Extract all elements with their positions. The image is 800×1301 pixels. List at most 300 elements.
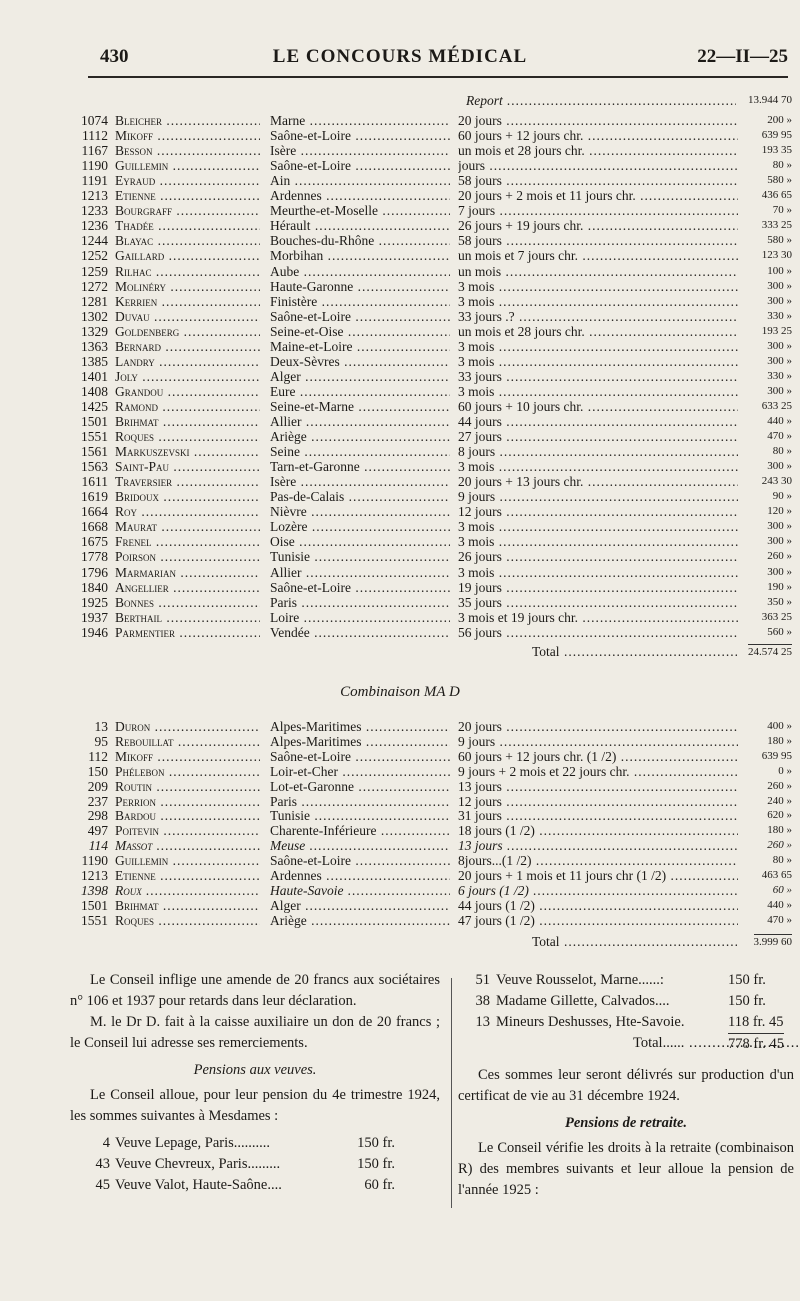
amount: 470 » <box>767 430 792 443</box>
department: Seine-et-Oise ..... <box>270 324 450 339</box>
table-row <box>0 913 800 928</box>
member-name: Berthail ..... <box>115 610 260 625</box>
report-line <box>466 93 792 108</box>
table-row <box>0 188 800 203</box>
member-name: Gaillard ..... <box>115 248 260 263</box>
duration: 33 jours ..... <box>458 369 738 384</box>
duration: 35 jours ..... <box>458 595 738 610</box>
table-row <box>0 264 800 279</box>
department: Isère ..... <box>270 143 450 158</box>
duration: 3 mois ..... <box>458 519 738 534</box>
member-number: 209 <box>87 778 108 794</box>
heading-retirement-pensions: Pensions de retraite. <box>564 1115 688 1131</box>
department: Aube ..... <box>270 264 450 279</box>
duration: 3 mois ..... <box>458 565 738 580</box>
member-number: 1561 <box>81 444 108 460</box>
member-number: 1112 <box>82 128 108 144</box>
duration: 58 jours ..... <box>458 233 738 248</box>
right-column <box>458 970 794 1201</box>
duration: 60 jours + 12 jours chr. (1 /2) ..... <box>458 749 738 764</box>
duration: 3 mois ..... <box>458 354 738 369</box>
duration: 44 jours ..... <box>458 414 738 429</box>
table-row <box>0 158 800 173</box>
duration: 27 jours ..... <box>458 429 738 444</box>
department: Saône-et-Loire ..... <box>270 309 450 324</box>
amount: 240 » <box>767 794 792 807</box>
table-row <box>0 218 800 233</box>
department: Bouches-du-Rhône ..... <box>270 233 450 248</box>
member-number: 1190 <box>81 158 108 174</box>
pension-name: Veuve Valot, Haute-Saône.... <box>115 1177 282 1193</box>
member-number: 1213 <box>81 868 108 883</box>
member-number: 114 <box>88 838 108 854</box>
table-row <box>0 719 800 734</box>
amount: 90 » <box>772 490 792 503</box>
duration: 3 mois ..... <box>458 534 738 549</box>
amount: 200 » <box>767 114 792 126</box>
amount: 580 » <box>767 174 792 187</box>
duration: 20 jours + 13 jours chr. ..... <box>458 474 738 489</box>
department: Tarn-et-Garonne ..... <box>270 459 450 474</box>
pension-amount: 150 fr. <box>728 972 766 988</box>
duration: 60 jours + 10 jours chr. ..... <box>458 399 738 414</box>
amount: 639 95 <box>761 749 792 762</box>
table-row <box>0 203 800 218</box>
pension-item <box>70 1175 440 1196</box>
table-row <box>0 294 800 309</box>
table-row <box>0 534 800 549</box>
amount: 639 95 <box>761 129 792 142</box>
member-name: Thadée ..... <box>115 218 260 233</box>
amount: 300 » <box>767 294 792 307</box>
duration: 8 jours ..... <box>458 444 738 459</box>
department: Hérault ..... <box>270 218 450 233</box>
amount: 436 65 <box>761 189 792 202</box>
department: Ain ..... <box>270 173 450 188</box>
table-row <box>0 549 800 564</box>
table-row <box>0 399 800 414</box>
table-row <box>0 444 800 459</box>
header-rule <box>88 76 788 78</box>
member-name: Routin ..... <box>115 779 260 794</box>
widow-pension-list-continued <box>458 970 794 1033</box>
paragraph-donation: M. le Dr D. fait à la caisse auxiliaire un don de 20 francs ; le Conseil lui adresse ses remerciements. <box>70 1014 440 1051</box>
table-row <box>0 324 800 339</box>
member-name: Landry ..... <box>115 354 260 369</box>
member-number: 13 <box>94 719 108 734</box>
member-name: Massot ..... <box>115 838 260 853</box>
heading-widow-pensions: Pensions aux veuves. <box>193 1062 317 1078</box>
department: Marne ..... <box>270 113 450 128</box>
member-number: 1840 <box>81 579 108 595</box>
member-name: Brihmat ..... <box>115 414 260 429</box>
member-number: 1408 <box>81 383 108 399</box>
department: Saône-et-Loire ..... <box>270 853 450 868</box>
amount: 80 » <box>772 445 792 458</box>
duration: 8jours...(1 /2) ..... <box>458 853 738 868</box>
member-name: Perrion ..... <box>115 794 260 809</box>
amount: 80 » <box>772 159 792 172</box>
amount: 300 » <box>767 535 792 548</box>
section-title-combinaison: Combinaison MA D <box>340 684 460 700</box>
member-name: Grandou ..... <box>115 384 260 399</box>
duration: 20 jours + 1 mois et 11 jours chr (1 /2) ..... <box>458 868 738 883</box>
member-name: Angellier ..... <box>115 580 260 595</box>
table-row <box>0 369 800 384</box>
amount: 580 » <box>767 234 792 247</box>
member-name: Etienne ..... <box>115 868 260 883</box>
member-name: Poirson ..... <box>115 549 260 564</box>
pension-item <box>458 991 794 1012</box>
duration: 9 jours + 2 mois et 22 jours chr. ..... <box>458 764 738 779</box>
member-number: 1551 <box>81 912 108 928</box>
pension-amount: 150 fr. <box>357 1135 395 1151</box>
duration: 3 mois ..... <box>458 294 738 309</box>
department: Lot-et-Garonne ..... <box>270 779 450 794</box>
member-number: 1778 <box>81 549 108 565</box>
duration: 20 jours ..... <box>458 113 738 128</box>
pension-item <box>458 970 794 991</box>
paragraph-certificate: Ces sommes leur seront délivrés sur production d'un certificat de vie au 31 décembre 1924. <box>458 1067 794 1104</box>
member-number: 1619 <box>81 489 108 505</box>
member-name: Mikoff ..... <box>115 749 260 764</box>
member-number: 1213 <box>81 188 108 204</box>
member-number: 1664 <box>81 504 108 520</box>
department: Allier ..... <box>270 565 450 580</box>
department: Charente-Inférieure ..... <box>270 823 450 838</box>
total-label: Total ..... <box>532 934 737 949</box>
duration: 13 jours ..... <box>458 779 738 794</box>
pension-name: Mineurs Deshusses, Hte-Savoie. <box>496 1014 685 1030</box>
member-number: 1611 <box>81 474 108 490</box>
member-name: Roux ..... <box>115 883 260 898</box>
table-row <box>0 868 800 883</box>
member-number: 1244 <box>81 233 108 249</box>
issue-date: 22—II—25 <box>697 46 788 67</box>
table-row <box>0 173 800 188</box>
member-name: Guillemin ..... <box>115 853 260 868</box>
member-name: Bernard ..... <box>115 339 260 354</box>
amount: 333 25 <box>761 219 792 232</box>
amount: 0 » <box>778 764 792 777</box>
member-name: Ramond ..... <box>115 399 260 414</box>
duration: 9 jours ..... <box>458 489 738 504</box>
department: Vendée ..... <box>270 625 450 640</box>
department: Oise ..... <box>270 534 450 549</box>
member-name: Besson ..... <box>115 143 260 158</box>
table-row <box>0 838 800 853</box>
duration: 47 jours (1 /2) ..... <box>458 913 738 928</box>
amount: 300 » <box>767 354 792 367</box>
pension-name: Veuve Lepage, Paris.......... <box>115 1135 271 1151</box>
table-row <box>0 808 800 823</box>
member-name: Roques ..... <box>115 429 260 444</box>
member-number: 1259 <box>81 263 108 279</box>
table-row <box>0 610 800 625</box>
amount: 260 » <box>767 779 792 792</box>
amount: 330 » <box>767 309 792 322</box>
member-number: 1946 <box>81 624 108 640</box>
member-name: Parmentier ..... <box>115 625 260 640</box>
page-number: 430 <box>100 46 129 67</box>
amount: 470 » <box>767 913 792 926</box>
member-name: Markuszevski ..... <box>115 444 260 459</box>
member-name: Marmarian ..... <box>115 565 260 580</box>
amount: 190 » <box>767 580 792 593</box>
table-row <box>0 625 800 640</box>
member-number: 1252 <box>81 248 108 264</box>
department: Finistère ..... <box>270 294 450 309</box>
member-name: Rebouillat ..... <box>115 734 260 749</box>
amount: 243 30 <box>761 475 792 488</box>
member-number: 95 <box>94 733 108 749</box>
member-number: 1501 <box>81 897 108 913</box>
member-number: 298 <box>87 808 108 824</box>
member-number: 112 <box>88 748 108 764</box>
member-name: Bonnes ..... <box>115 595 260 610</box>
pension-name: Veuve Chevreux, Paris......... <box>115 1156 281 1172</box>
amount: 260 » <box>767 550 792 563</box>
duration: 3 mois ..... <box>458 459 738 474</box>
member-number: 1385 <box>81 353 108 369</box>
amount: 363 25 <box>761 610 792 623</box>
table-row <box>0 823 800 838</box>
table-row <box>0 113 800 128</box>
duration: 13 jours ..... <box>458 838 738 853</box>
duration: 31 jours ..... <box>458 808 738 823</box>
department: Alger ..... <box>270 369 450 384</box>
paragraph-allocation: Le Conseil alloue, pour leur pension du 4e trimestre 1924, les sommes suivantes à Mesdames : <box>70 1087 440 1124</box>
member-number: 1281 <box>81 293 108 309</box>
member-number: 1796 <box>81 564 108 580</box>
member-name: Kerrien ..... <box>115 294 260 309</box>
department: Isère ..... <box>270 474 450 489</box>
duration: 33 jours .? ..... <box>458 309 738 324</box>
member-number: 1272 <box>81 278 108 294</box>
amount: 70 » <box>772 204 792 217</box>
table-row <box>0 384 800 399</box>
department: Saône-et-Loire ..... <box>270 749 450 764</box>
member-number: 1236 <box>81 218 108 234</box>
member-name: Rilhac ..... <box>115 264 260 279</box>
department: Haute-Garonne ..... <box>270 279 450 294</box>
department: Lozère ..... <box>270 519 450 534</box>
department: Morbihan ..... <box>270 248 450 263</box>
department: Paris ..... <box>270 794 450 809</box>
department: Ariège ..... <box>270 913 450 928</box>
member-number: 1191 <box>81 173 108 189</box>
member-number: 1551 <box>81 429 108 445</box>
duration: 44 jours (1 /2) ..... <box>458 898 738 913</box>
member-name: Etienne ..... <box>115 188 260 203</box>
table-row <box>0 233 800 248</box>
amount: 560 » <box>767 625 792 638</box>
duration: 12 jours ..... <box>458 794 738 809</box>
amount: 633 25 <box>761 399 792 412</box>
duration: 58 jours ..... <box>458 173 738 188</box>
department: Alpes-Maritimes ..... <box>270 734 450 749</box>
duration: 6 jours (1 /2) ..... <box>458 883 738 898</box>
table-row <box>0 504 800 519</box>
department: Maine-et-Loire ..... <box>270 339 450 354</box>
duration: 60 jours + 12 jours chr. ..... <box>458 128 738 143</box>
amount: 620 » <box>767 809 792 822</box>
department: Seine ..... <box>270 444 450 459</box>
department: Alpes-Maritimes ..... <box>270 719 450 734</box>
duration: 56 jours ..... <box>458 625 738 640</box>
duration: un mois et 7 jours chr. ..... <box>458 248 738 263</box>
total-row-2 <box>532 934 792 949</box>
member-name: Saint-Pau ..... <box>115 459 260 474</box>
member-name: Poitevin ..... <box>115 823 260 838</box>
member-number: 1401 <box>81 368 108 384</box>
department: Tunisie ..... <box>270 549 450 564</box>
amount: 60 » <box>772 883 792 896</box>
total-label: Total ..... <box>532 644 737 659</box>
department: Pas-de-Calais ..... <box>270 489 450 504</box>
widow-pension-list <box>70 1133 440 1196</box>
member-number: 1925 <box>81 594 108 610</box>
table-row <box>0 898 800 913</box>
total-value: 3.999 60 <box>753 936 792 948</box>
table-row <box>0 354 800 369</box>
amount: 193 25 <box>761 324 792 337</box>
department: Loir-et-Cher ..... <box>270 764 450 779</box>
member-name: Bourgraff ..... <box>115 203 260 218</box>
pension-total <box>458 1033 794 1057</box>
member-name: Maurat ..... <box>115 519 260 534</box>
journal-title: LE CONCOURS MÉDICAL <box>272 46 528 67</box>
amount: 300 » <box>767 520 792 533</box>
member-name: Duron ..... <box>115 719 260 734</box>
table-row <box>0 429 800 444</box>
member-number: 1668 <box>81 519 108 535</box>
table-row <box>0 565 800 580</box>
department: Eure ..... <box>270 384 450 399</box>
department: Meurthe-et-Moselle ..... <box>270 203 450 218</box>
duration: 19 jours ..... <box>458 580 738 595</box>
report-label: Report ..... <box>466 93 736 108</box>
amount: 300 » <box>767 384 792 397</box>
department: Paris ..... <box>270 595 450 610</box>
amount: 120 » <box>767 505 792 518</box>
duration: 18 jours (1 /2) ..... <box>458 823 738 838</box>
table-row <box>0 489 800 504</box>
amount: 300 » <box>767 460 792 473</box>
member-name: Joly ..... <box>115 369 260 384</box>
duration: 26 jours + 19 jours chr. ..... <box>458 218 738 233</box>
pension-number: 43 <box>95 1156 110 1172</box>
member-name: Mikoff ..... <box>115 128 260 143</box>
member-number: 1398 <box>81 882 108 898</box>
duration: 20 jours + 2 mois et 11 jours chr. ..... <box>458 188 738 203</box>
member-name: Goldenberg ..... <box>115 324 260 339</box>
department: Saône-et-Loire ..... <box>270 580 450 595</box>
member-name: Bridoux ..... <box>115 489 260 504</box>
paragraph-retirement: Le Conseil vérifie les droits à la retraite (combinaison R) des membres suivants et leur alloue la pension de l'année 1925 : <box>458 1140 794 1198</box>
member-name: Bleicher ..... <box>115 113 260 128</box>
member-number: 497 <box>87 823 108 839</box>
member-number: 1563 <box>81 459 108 475</box>
table-row <box>0 248 800 263</box>
member-name: Guillemin ..... <box>115 158 260 173</box>
paragraph-fine: Le Conseil inflige une amende de 20 francs aux sociétaires n° 106 et 1937 pour retards dans leur déclaration. <box>70 972 440 1009</box>
pension-item <box>458 1012 794 1033</box>
department: Alger ..... <box>270 898 450 913</box>
left-column <box>70 970 440 1196</box>
table-row <box>0 519 800 534</box>
pension-amount: 118 fr. 45 <box>728 1014 784 1030</box>
amount: 463 65 <box>761 869 792 881</box>
amount: 330 » <box>767 369 792 382</box>
amount: 100 » <box>767 264 792 277</box>
pension-number: 4 <box>102 1135 110 1151</box>
duration: 9 jours ..... <box>458 734 738 749</box>
pension-total-value: 778 fr. 45 <box>728 1033 784 1055</box>
column-divider <box>451 978 452 1208</box>
duration: 7 jours ..... <box>458 203 738 218</box>
table-row <box>0 309 800 324</box>
department: Nièvre ..... <box>270 504 450 519</box>
member-name: Roy ..... <box>115 504 260 519</box>
table-row <box>0 580 800 595</box>
table-row <box>0 414 800 429</box>
total-row-1 <box>532 644 792 659</box>
amount: 80 » <box>772 854 792 867</box>
duration: 20 jours ..... <box>458 719 738 734</box>
member-name: Eyraud ..... <box>115 173 260 188</box>
amount: 440 » <box>767 415 792 427</box>
pension-item <box>70 1154 440 1175</box>
table-row <box>0 794 800 809</box>
table-row <box>0 339 800 354</box>
amount: 180 » <box>767 824 792 837</box>
report-value: 13.944 70 <box>748 94 792 106</box>
pension-amount: 150 fr. <box>357 1156 395 1172</box>
member-name: Phélebon ..... <box>115 764 260 779</box>
member-name: Brihmat ..... <box>115 898 260 913</box>
table-row <box>0 764 800 779</box>
member-number: 1233 <box>81 203 108 219</box>
pension-amount: 60 fr. <box>364 1177 395 1193</box>
department: Ardennes ..... <box>270 868 450 883</box>
duration: 3 mois ..... <box>458 279 738 294</box>
department: Ardennes ..... <box>270 188 450 203</box>
member-number: 1501 <box>81 414 108 429</box>
total-value: 24.574 25 <box>748 646 792 658</box>
department: Saône-et-Loire ..... <box>270 158 450 173</box>
department: Meuse ..... <box>270 838 450 853</box>
amount: 350 » <box>767 595 792 608</box>
amount: 193 35 <box>761 144 792 157</box>
department: Ariège ..... <box>270 429 450 444</box>
page-header <box>0 44 800 74</box>
pension-amount: 150 fr. <box>728 993 766 1009</box>
member-number: 150 <box>87 763 108 779</box>
duration: un mois et 28 jours chr. ..... <box>458 324 738 339</box>
table-row <box>0 128 800 143</box>
duration: un mois et 28 jours chr. ..... <box>458 143 738 158</box>
member-name: Duvau ..... <box>115 309 260 324</box>
member-number: 1425 <box>81 398 108 414</box>
member-name: Bardou ..... <box>115 808 260 823</box>
amount: 440 » <box>767 898 792 911</box>
table-row <box>0 779 800 794</box>
duration: jours ..... <box>458 158 738 173</box>
member-name: Blayac ..... <box>115 233 260 248</box>
duration: 26 jours ..... <box>458 549 738 564</box>
pension-name: Veuve Rousselot, Marne......: <box>496 972 664 988</box>
